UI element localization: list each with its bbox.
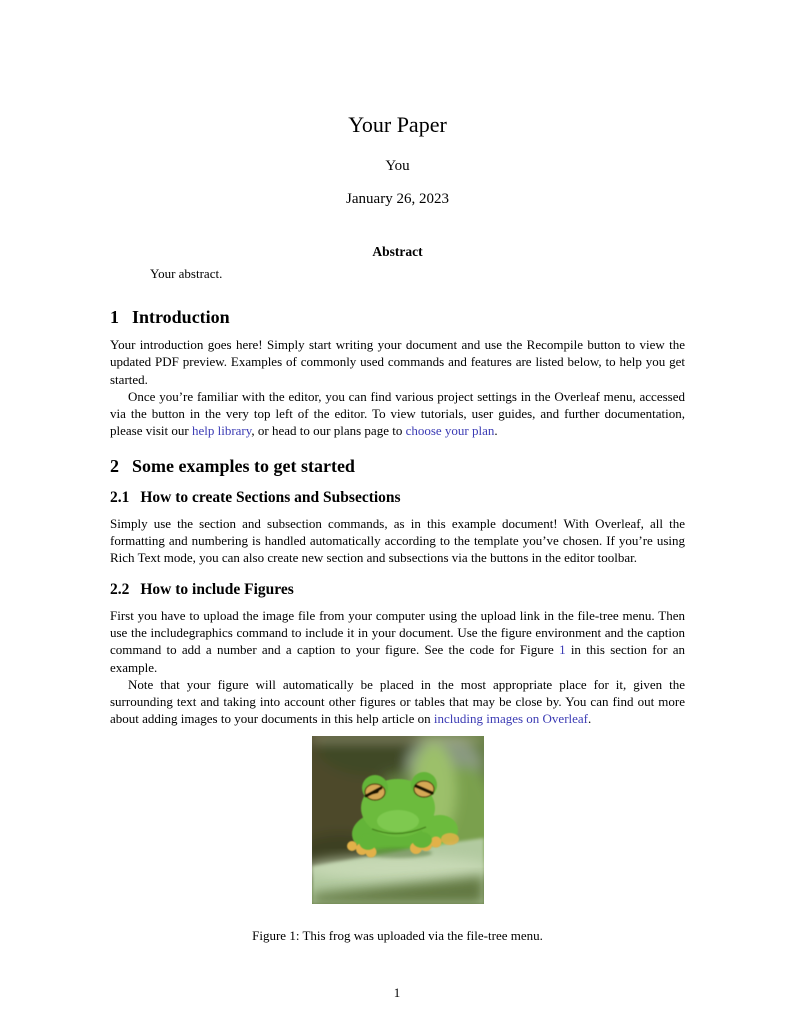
subsection-2-1-paragraph: Simply use the section and subsection commands, as in this example document! With Overleaf, all the formatting and numbering is handled automatically according to the template you’ve chosen. If you’re using Rich Text mode, you can also create new section and subsections via the buttons in the editor toolbar. [110, 515, 685, 566]
help-library-link[interactable]: help library [191, 423, 252, 439]
figures-p2-text-1: Note that your figure will automatically be placed in the most appropriate place for it, given the surrounding text and taking into account other figures or tables that may be close by. You can find out more about adding images to your documents in this help article on [110, 676, 685, 727]
intro-p2-text-2: , or head to our plans page to [251, 423, 406, 439]
subsection-2-1-number: 2.1 [110, 488, 130, 506]
intro-p2-text-1: Once you’re familiar with the editor, you can find various project settings in the Overleaf menu, accessed via the button in the very top left of the editor. To view tutorials, user guides, and further documentation, please visit our [110, 388, 685, 439]
abstract-heading: Abstract [372, 244, 423, 259]
section-1-number: 1 [110, 307, 119, 327]
frog-photo [312, 736, 484, 904]
figure-caption: Figure 1: This frog was uploaded via the file-tree menu. [252, 927, 543, 943]
subsection-2-2-heading [110, 580, 685, 599]
choose-your-plan-link[interactable]: choose your plan [405, 423, 495, 439]
section-1-title: Introduction [132, 307, 230, 327]
subsection-2-2-title: How to include Figures [140, 580, 294, 598]
intro-paragraph-2 [110, 388, 685, 440]
section-2-number: 2 [110, 455, 119, 476]
abstract-text: Your abstract. [150, 266, 223, 281]
figures-p1-text-2: in this section for an example. [110, 642, 685, 675]
figure-1 [110, 736, 685, 904]
subsection-2-2-number: 2.2 [110, 580, 130, 598]
including-images-link[interactable]: including images on Overleaf [433, 711, 589, 727]
page-number: 1 [393, 985, 401, 1000]
subsection-2-1-title: How to create Sections and Subsections [140, 488, 401, 506]
section-1-heading [110, 306, 685, 328]
section-2-title: Some examples to get started [132, 455, 355, 476]
figures-paragraph-2 [110, 676, 685, 728]
figures-p2-text-2: . [588, 711, 592, 727]
paper-title: Your Paper [348, 112, 447, 137]
figures-p1-text-1: First you have to upload the image file from your computer using the upload link in the file-tree menu. Then use the includegraphics command to include it in your document. Use the figure environment and the caption command to add a number and a caption to your figure. See the code for Figure [110, 607, 685, 658]
figures-paragraph-1 [110, 607, 685, 676]
paper-author: You [385, 158, 410, 174]
subsection-2-1-heading [110, 488, 685, 507]
section-2-heading [110, 455, 685, 477]
intro-p2-text-3: . [494, 423, 498, 439]
intro-paragraph-1: Your introduction goes here! Simply start writing your document and use the Recompile button to view the updated PDF preview. Examples of commonly used commands and features are listed below, to help you get started. [110, 337, 685, 387]
paper-date: January 26, 2023 [346, 191, 449, 207]
text-block [110, 0, 685, 944]
figure-1-ref-link[interactable]: 1 [559, 642, 566, 658]
